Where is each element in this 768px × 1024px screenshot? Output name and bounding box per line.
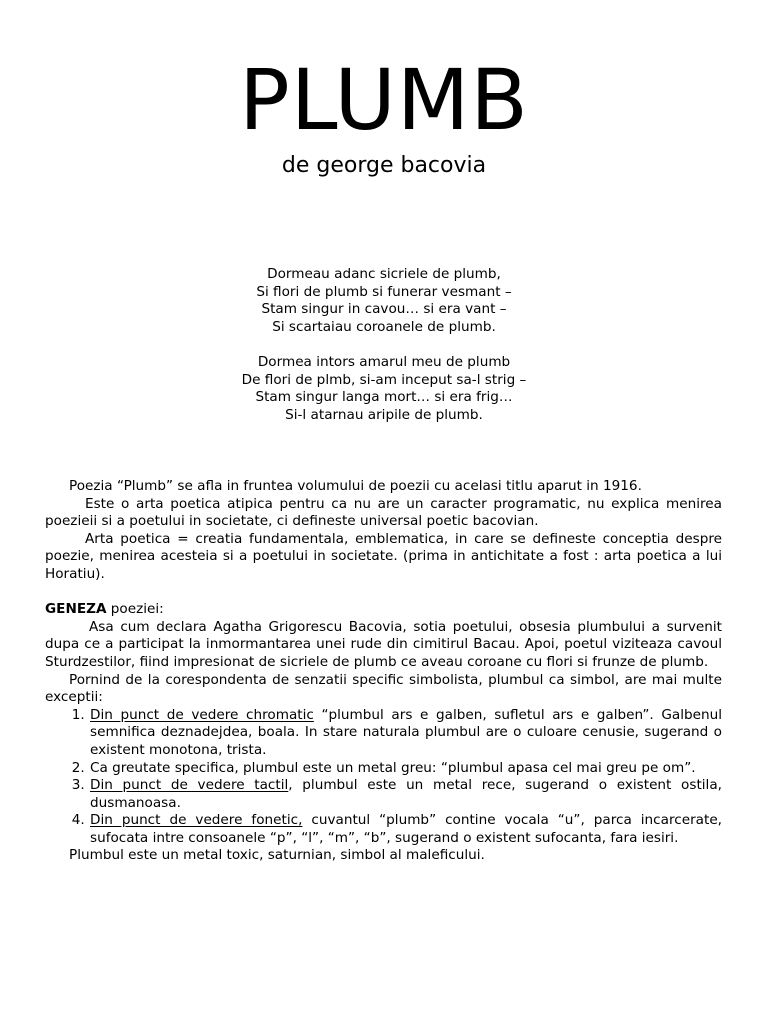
poem-line: Si scartaiau coroanele de plumb. <box>272 318 496 335</box>
geneza-paragraph: Asa cum declara Agatha Grigorescu Bacovia, sotia poetului, obsesia plumbului a survenit dupa ce a participat la inmormantarea unei rude din cimitirul Bacau. Apoi, poetul viziteaza cavoul Sturdzestilor, fiind impresionat de sicriele de plumb ce aveau coroane cu flori si frunze de plumb. <box>45 618 722 670</box>
poem-line: Stam singur langa mort… si era frig… <box>255 389 513 406</box>
spacer <box>45 584 722 602</box>
section-heading <box>45 601 722 619</box>
section-heading-bold: GENEZA <box>45 601 107 618</box>
list-item-text: “plumbul ars e galben, sufletul ars e galben”. Galbenul semnifica deznadejdea, boala. In stare naturala plumbul are o culoare cenusie, sugerand o existent monotona, trista. <box>90 706 723 758</box>
geneza-paragraph: Pornind de la corespondenta de senzatii specific simbolista, plumbul ca simbol, are mai multe exceptii: <box>45 671 722 706</box>
list-item-underlined: Din punct de vedere chromatic <box>90 706 314 723</box>
intro-paragraph: Poezia “Plumb” se afla in fruntea volumului de poezii cu acelasi titlu aparut in 1916. <box>69 478 642 494</box>
poem-line: De flori de plmb, si-am inceput sa-l strig – <box>241 371 527 388</box>
list-item <box>89 760 722 778</box>
intro-paragraph: Este o arta poetica atipica pentru ca nu are un caracter programatic, nu explica menirea poezieii si a poetului in societate, ci defineste universal poetic bacovian. <box>45 495 722 530</box>
essay-body <box>45 478 722 865</box>
poem-line: Dormea intors amarul meu de plumb <box>257 353 511 370</box>
list-item-underlined: Din punct de vedere tactil <box>90 777 289 794</box>
list-item <box>89 812 722 847</box>
poem-author: de george bacovia <box>281 153 487 178</box>
list-item <box>89 707 722 760</box>
poem-line: Si-l atarnau aripile de plumb. <box>285 406 483 423</box>
poem-line: Dormeau adanc sicriele de plumb, <box>267 266 501 282</box>
list-item-text: cuvantul “plumb” contine vocala “u”, parca incarcerate, sufocata intre consoanele “p”, “l”, “m”, “b”, sugerand o existent sufocanta, fara iesiri. <box>90 812 723 846</box>
section-heading-rest: poeziei: <box>106 601 164 618</box>
poem-line: Stam singur in cavou… si era vant – <box>261 301 507 318</box>
list-item-underlined: Din punct de vedere fonetic, <box>90 812 303 829</box>
closing-paragraph: Plumbul este un metal toxic, saturnian, simbol al maleficului. <box>69 847 485 864</box>
list-item-text: Ca greutate specifica, plumbul este un metal greu: “plumbul apasa cel mai greu pe om”. <box>90 759 696 776</box>
stanza-1 <box>0 266 768 336</box>
poem-line: Si flori de plumb si funerar vesmant – <box>256 283 512 300</box>
list-item <box>89 777 722 812</box>
stanza-2 <box>0 354 768 424</box>
poem-title: PLUMB <box>239 51 529 149</box>
intro-paragraph: Arta poetica = creatia fundamentala, emblematica, in care se defineste conceptia despre poezie, menirea acesteia si a poetului in societate. (prima in antichitate a fost : arta poetica a lui Horatiu). <box>45 530 722 582</box>
poem-text <box>0 266 768 442</box>
exceptions-list <box>45 707 722 848</box>
list-item-text: , plumbul este un metal rece, sugerand o existent ostila, dusmanoasa. <box>90 777 722 811</box>
